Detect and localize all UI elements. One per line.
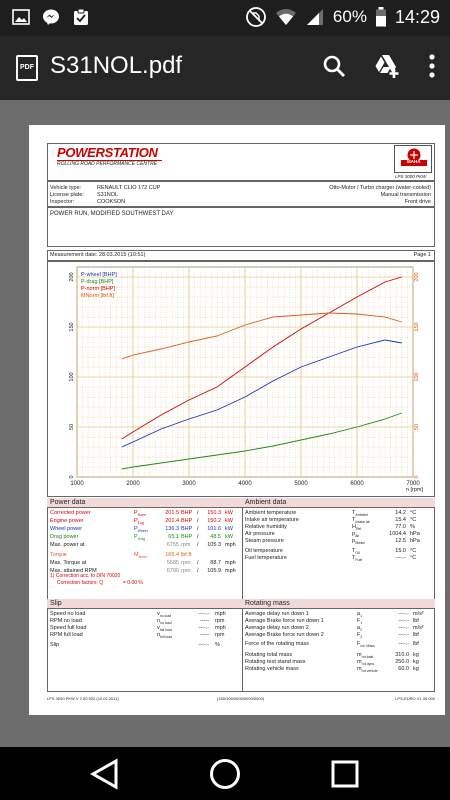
ambient-unit: °C xyxy=(410,517,417,523)
power-unit-2: kW xyxy=(225,534,233,540)
rotating-mass-value: ----.- xyxy=(398,641,409,647)
slip-label: RPM no load xyxy=(50,618,82,624)
footer-version: LPS-EURO V1.35.000 xyxy=(395,696,435,701)
pdf-page: POWERSTATION ROLLING ROAD PERFORMANCE CENTRE MAHA LPS 3000 PKW Vehicle type: License plate: Inspector: RENAULT CLIO 172 CUP S31NOL COOKSON Otto-Motor / Turbo charger (water-cooled) Manual transmission Front drive POWER RUN, MODIFIED SOUTHWEST DAY Measurement date: 28.03.2015 (10:51) Page 1 1000 2000 3000 4000 5000 6000 7000 0 0 50 50 100 100 150 150 200 200 n [rpm] P-wheel [BHP] P-drag [BHP] P-norm [BHP] MNorm [lbf.ft] Power data Ambient data Slip Rotating mass Corrected power $P_{Norm}$ 201.5 BHP / 150.3 kW Engine power $P_{Eng}$ 201.4 BHP / 150.2 kW Wheel power $P_{Wheel}$ 136.3 BHP / 101.6 kW Drag power $P_{Drag}$ 65.1 BHP / 48.5 kW Max. power at 6755 rpm / 105.3 mph Torque $M_{Norm}$ 165.4 lbf.ft Max. Torque at 5685 rpm / 88.7 mph Max. attained RPM 6790 rpm / 105.9 mph 1) Correction acc. to DIN 70020 Correction factors: Q = 0.00 % Ambient temperature $T_{Ambient}$ 14.2 °C Intake air temperature $T_{Intake air}$ 15.4 °C Relative humidity $H_{Rel}$ 77.0 % Air pressure $p_{Air}$ 1004.4 hPa Steam pressure $p_{Steam}$ 12.5 hPa Oil temperature $T_{Oil}$ 15.0 °C Fuel temperature $T_{Fuel}$ ----.- °C Speed no load $v_{no load}$ ----.- mph RPM no load $n_{no load}$ ----- rpm Speed full load $v_{full load}$ ----.- mph RPM full load $n_{full load}$ ----- rpm Slip ----.- % Average delay run down 1 $a_1$ ----.- m/s² Average Brake force run down 1 $F_1$ ----.- lbf Average delay run down 2 $a_2$ ----.- m/s² Average Brake force run down 2 $F_2$ ----.- lbf Force of the rotating mass $F_{rot. Mass}$ ----.- lbf Rotating total mass $m_{rot total}$ 310.0 kg Rotating test stand mass $m_{rot dyno}$ 250.0 kg Rotating vehicle mass $m_{rot vehicle}$ 60.0 kg LPS 3000 PKW V 2.00.002 (10.02.2011) (150/100/0000/0000/0000) LPS-EURO V1.35.000 xyxy=(29,125,445,715)
ambient-value: 1004.4 xyxy=(389,531,406,537)
slip-label: Speed no load xyxy=(50,611,86,617)
power-separator: / xyxy=(197,568,199,574)
power-separator: / xyxy=(197,542,199,548)
power-value: 6755 xyxy=(166,542,179,548)
power-value: 5685 xyxy=(166,560,179,566)
slip-value: ----- xyxy=(199,632,209,638)
rotating-mass-value: 60.0 xyxy=(398,666,409,672)
rotating-mass-label: Rotating vehicle mass xyxy=(245,666,299,672)
y-tick-label-left: 50 xyxy=(69,423,75,431)
slip-value: ----.- xyxy=(198,625,209,631)
slip-symbol: $n_{no load}$ xyxy=(157,618,172,626)
power-label: Max. attained RPM xyxy=(50,568,97,574)
y-tick-label-right: 0 xyxy=(414,475,420,479)
power-separator: / xyxy=(197,534,199,540)
slip-label: Slip xyxy=(50,642,60,648)
rotating-mass-value: 250.0 xyxy=(395,659,409,665)
rotating-mass-unit: kg xyxy=(413,652,419,658)
wifi-icon xyxy=(275,7,297,27)
ambient-unit: °C xyxy=(410,548,417,554)
rotating-mass-unit: lbf xyxy=(413,641,419,647)
rotating-mass-unit: lbf xyxy=(413,632,419,638)
slip-symbol: $n_{full load}$ xyxy=(157,632,173,640)
signal-icon xyxy=(305,7,325,27)
ambient-label: Oil temperature xyxy=(245,548,283,554)
x-tick-label: 7000 xyxy=(406,481,420,487)
ambient-label: Steam pressure xyxy=(245,538,284,544)
power-unit: BHP xyxy=(181,526,193,532)
ambient-label: Ambient temperature xyxy=(245,510,297,516)
power-unit: rpm xyxy=(181,542,191,548)
footer-codes: (150/100/0000/0000/0000) xyxy=(217,696,265,701)
drive-type: Front drive xyxy=(404,199,431,205)
power-separator: / xyxy=(197,560,199,566)
rotating-mass-label: Rotating total mass xyxy=(245,652,293,658)
battery-icon xyxy=(375,7,387,27)
x-tick-label: 1000 xyxy=(70,481,84,487)
engine-type: Otto-Motor / Turbo charger (water-cooled) xyxy=(329,185,431,191)
ambient-symbol: $p_{Steam}$ xyxy=(352,538,366,546)
rotating-mass-symbol: $m_{rot vehicle}$ xyxy=(357,666,378,674)
navigation-bar xyxy=(0,747,450,800)
rotating-mass-unit: kg xyxy=(413,659,419,665)
x-tick-label: 4000 xyxy=(238,481,252,487)
power-value: 201.5 xyxy=(165,510,179,516)
slip-unit: rpm xyxy=(215,632,225,638)
power-symbol: $P_{Norm}$ xyxy=(134,510,147,518)
ambient-unit: hPa xyxy=(410,531,420,537)
search-icon[interactable] xyxy=(322,54,346,78)
y-tick-label-left: 200 xyxy=(69,272,75,282)
rotating-mass-label: Average delay run down 2 xyxy=(245,625,309,631)
power-unit: rpm xyxy=(181,560,191,566)
power-value-2: 48.5 xyxy=(210,534,221,540)
power-label: Max. Torque at xyxy=(50,560,87,566)
data-sections xyxy=(47,498,435,692)
ambient-label: Fuel temperature xyxy=(245,555,287,561)
rotating-mass-label: Average Brake force run down 1 xyxy=(245,618,324,624)
maha-emblem-icon xyxy=(396,147,432,167)
x-tick-label: 5000 xyxy=(294,481,308,487)
power-separator: / xyxy=(197,510,199,516)
measurement-date: Measurement date: 28.03.2015 (10:51) xyxy=(50,252,146,258)
power-unit-2: mph xyxy=(225,560,236,566)
rotating-mass-value: ----.- xyxy=(398,625,409,631)
power-label: Wheel power xyxy=(50,526,83,532)
rotating-mass-value: ----.- xyxy=(398,611,409,617)
rotating-mass-label: Rotating test stand mass xyxy=(245,659,306,665)
ambient-symbol: $T_{Fuel}$ xyxy=(352,555,363,563)
power-label: Max. power at xyxy=(50,542,85,548)
power-unit-2: kW xyxy=(225,526,233,532)
power-unit: rpm xyxy=(181,568,191,574)
more-options-icon[interactable] xyxy=(428,54,436,78)
power-symbol: $P_{Eng}$ xyxy=(134,518,144,526)
power-symbol: $P_{Drag}$ xyxy=(134,534,146,542)
power-value-2: 150.3 xyxy=(207,510,221,516)
back-icon[interactable] xyxy=(88,757,122,791)
power-label: Engine power xyxy=(50,518,84,524)
rotating-mass-symbol: $F_2$ xyxy=(357,632,363,640)
ambient-unit: °C xyxy=(410,555,417,561)
power-value: 65.1 xyxy=(168,534,179,540)
power-unit-2: kW xyxy=(225,518,233,524)
ambient-value: 14.2 xyxy=(395,510,406,516)
ambient-value: 15.0 xyxy=(395,548,406,554)
ambient-label: Intake air temperature xyxy=(245,517,299,523)
ambient-data-heading: Ambient data xyxy=(245,499,287,506)
y-tick-label-right: 50 xyxy=(414,423,420,431)
home-icon[interactable] xyxy=(208,757,242,791)
correction-note: 1) Correction acc. to DIN 70020 xyxy=(50,573,121,579)
power-unit: BHP xyxy=(181,518,193,524)
add-to-drive-icon[interactable] xyxy=(374,54,400,78)
ambient-value: 77.0 xyxy=(395,524,406,530)
slip-value: ----- xyxy=(199,618,209,624)
ambient-unit: % xyxy=(410,524,415,530)
power-value: 6790 xyxy=(166,568,179,574)
legend-entry: P-wheel [BHP] xyxy=(81,272,117,278)
rotating-mass-symbol: $a_2$ xyxy=(357,625,363,633)
correction-factor-label: Correction factors: Q xyxy=(57,580,104,586)
license-plate: S31NOL xyxy=(97,192,119,198)
power-value: 136.3 xyxy=(165,526,179,532)
slip-unit: mph xyxy=(215,611,226,617)
y-tick-label-right: 100 xyxy=(414,372,420,382)
power-unit-2: kW xyxy=(225,510,233,516)
battery-percent: 60% xyxy=(332,7,367,26)
rotating-mass-value: ----.- xyxy=(398,618,409,624)
status-bar xyxy=(0,0,450,36)
ambient-symbol: $H_{Rel}$ xyxy=(352,524,362,532)
rotating-mass-symbol: $F_1$ xyxy=(357,618,363,626)
power-value: 201.4 xyxy=(165,518,179,524)
power-symbol: $P_{Wheel}$ xyxy=(134,526,148,534)
power-value-2: 150.2 xyxy=(207,518,221,524)
y-tick-label-left: 0 xyxy=(69,475,75,479)
slip-label: Speed full load xyxy=(50,625,87,631)
power-label: Drag power xyxy=(50,534,79,540)
power-value-2: 101.6 xyxy=(207,526,221,532)
slip-heading: Slip xyxy=(50,600,62,607)
power-value-2: 88.7 xyxy=(210,560,221,566)
rotating-mass-label: Average delay run down 1 xyxy=(245,611,309,617)
slip-symbol: $v_{no load}$ xyxy=(157,611,172,619)
pdf-file-icon: PDF xyxy=(16,55,38,81)
power-unit-2: mph xyxy=(225,568,236,574)
y-tick-label-right: 200 xyxy=(414,272,420,282)
legend-entry: P-norm [BHP] xyxy=(81,286,115,292)
power-separator: / xyxy=(197,526,199,532)
dyno-chart xyxy=(47,261,435,497)
maha-model: LPS 3000 PKW xyxy=(395,174,427,179)
rotating-mass-value: ----.- xyxy=(398,632,409,638)
ambient-label: Air pressure xyxy=(245,531,275,537)
x-tick-label: 6000 xyxy=(350,481,364,487)
correction-factor-value: = 0.00 % xyxy=(123,580,143,586)
power-label: Corrected power xyxy=(50,510,91,516)
x-tick-label: 2000 xyxy=(126,481,140,487)
slip-symbol: $v_{full load}$ xyxy=(157,625,172,633)
rotating-mass-label: Force of the rotating mass xyxy=(245,641,309,647)
inspector: COOKSON xyxy=(97,199,126,205)
slip-unit: rpm xyxy=(215,618,225,624)
power-unit: BHP xyxy=(181,534,193,540)
logo-tagline: ROLLING ROAD PERFORMANCE CENTRE xyxy=(57,161,158,167)
ambient-unit: °C xyxy=(410,510,417,516)
slip-unit: % xyxy=(215,642,220,648)
mute-icon xyxy=(245,6,267,28)
power-unit-2: mph xyxy=(225,542,236,548)
rotating-mass-heading: Rotating mass xyxy=(245,600,290,607)
transmission: Manual transmission xyxy=(380,192,431,198)
power-data-heading: Power data xyxy=(50,499,86,506)
power-unit: lbf.ft xyxy=(181,552,192,558)
ambient-label: Relative humidity xyxy=(245,524,287,530)
ambient-symbol: $T_{Ambient}$ xyxy=(352,510,369,518)
y-tick-label-left: 100 xyxy=(69,372,75,382)
ambient-symbol: $T_{Intake air}$ xyxy=(352,517,370,525)
power-separator: / xyxy=(197,518,199,524)
rotating-mass-symbol: $m_{rot dyno}$ xyxy=(357,659,375,667)
x-axis-label: n [rpm] xyxy=(405,487,423,493)
page-number: Page 1 xyxy=(413,252,431,258)
rotating-mass-symbol: $a_1$ xyxy=(357,611,363,619)
x-tick-label: 3000 xyxy=(182,481,196,487)
rotating-mass-symbol: $F_{rot. Mass}$ xyxy=(357,641,375,649)
ambient-value: 12.5 xyxy=(395,538,406,544)
run-title: POWER RUN, MODIFIED SOUTHWEST DAY xyxy=(50,211,174,217)
messenger-icon xyxy=(42,8,60,26)
y-tick-label-right: 150 xyxy=(414,322,420,332)
ambient-value: ----.- xyxy=(395,555,406,561)
rotating-mass-symbol: $m_{rot total}$ xyxy=(357,652,374,660)
slip-label: RPM full load xyxy=(50,632,83,638)
clipboard-check-icon xyxy=(72,8,90,26)
app-bar xyxy=(0,36,450,100)
ambient-unit: hPa xyxy=(410,538,420,544)
legend-entry: MNorm [lbf.ft] xyxy=(81,293,115,299)
recent-apps-icon[interactable] xyxy=(328,757,362,791)
rotating-mass-value: 310.0 xyxy=(395,652,409,658)
power-unit: BHP xyxy=(181,510,193,516)
rotating-mass-label: Average Brake force run down 2 xyxy=(245,632,324,638)
rotating-mass-unit: m/s² xyxy=(413,611,424,617)
ambient-symbol: $p_{Air}$ xyxy=(352,531,360,539)
power-value-2: 105.9 xyxy=(207,568,221,574)
slip-unit: mph xyxy=(215,625,226,631)
powerstation-logo: POWERSTATION xyxy=(57,145,158,160)
rotating-mass-unit: kg xyxy=(413,666,419,672)
slip-value: ----.- xyxy=(198,611,209,617)
power-symbol: $M_{Norm}$ xyxy=(134,552,148,560)
clock: 14:29 xyxy=(394,6,440,27)
legend-entry: P-drag [BHP] xyxy=(81,279,114,285)
power-label: Torque xyxy=(50,552,67,558)
ambient-value: 15.4 xyxy=(395,517,406,523)
vehicle-type: RENAULT CLIO 172 CUP xyxy=(97,185,161,191)
power-value-2: 105.3 xyxy=(207,542,221,548)
document-title: S31NOL.pdf xyxy=(50,52,183,79)
power-value: 165.4 xyxy=(165,552,179,558)
slip-value: ----.- xyxy=(198,642,209,648)
pdf-viewer[interactable] xyxy=(0,100,450,747)
ambient-symbol: $T_{Oil}$ xyxy=(352,548,360,556)
footer-software: LPS 3000 PKW V 2.00.002 (10.02.2011) xyxy=(47,696,119,701)
y-tick-label-left: 150 xyxy=(69,322,75,332)
rotating-mass-unit: m/s² xyxy=(413,625,424,631)
gallery-icon xyxy=(12,8,30,26)
maha-logo: MAHA xyxy=(394,145,432,173)
rotating-mass-unit: lbf xyxy=(413,618,419,624)
